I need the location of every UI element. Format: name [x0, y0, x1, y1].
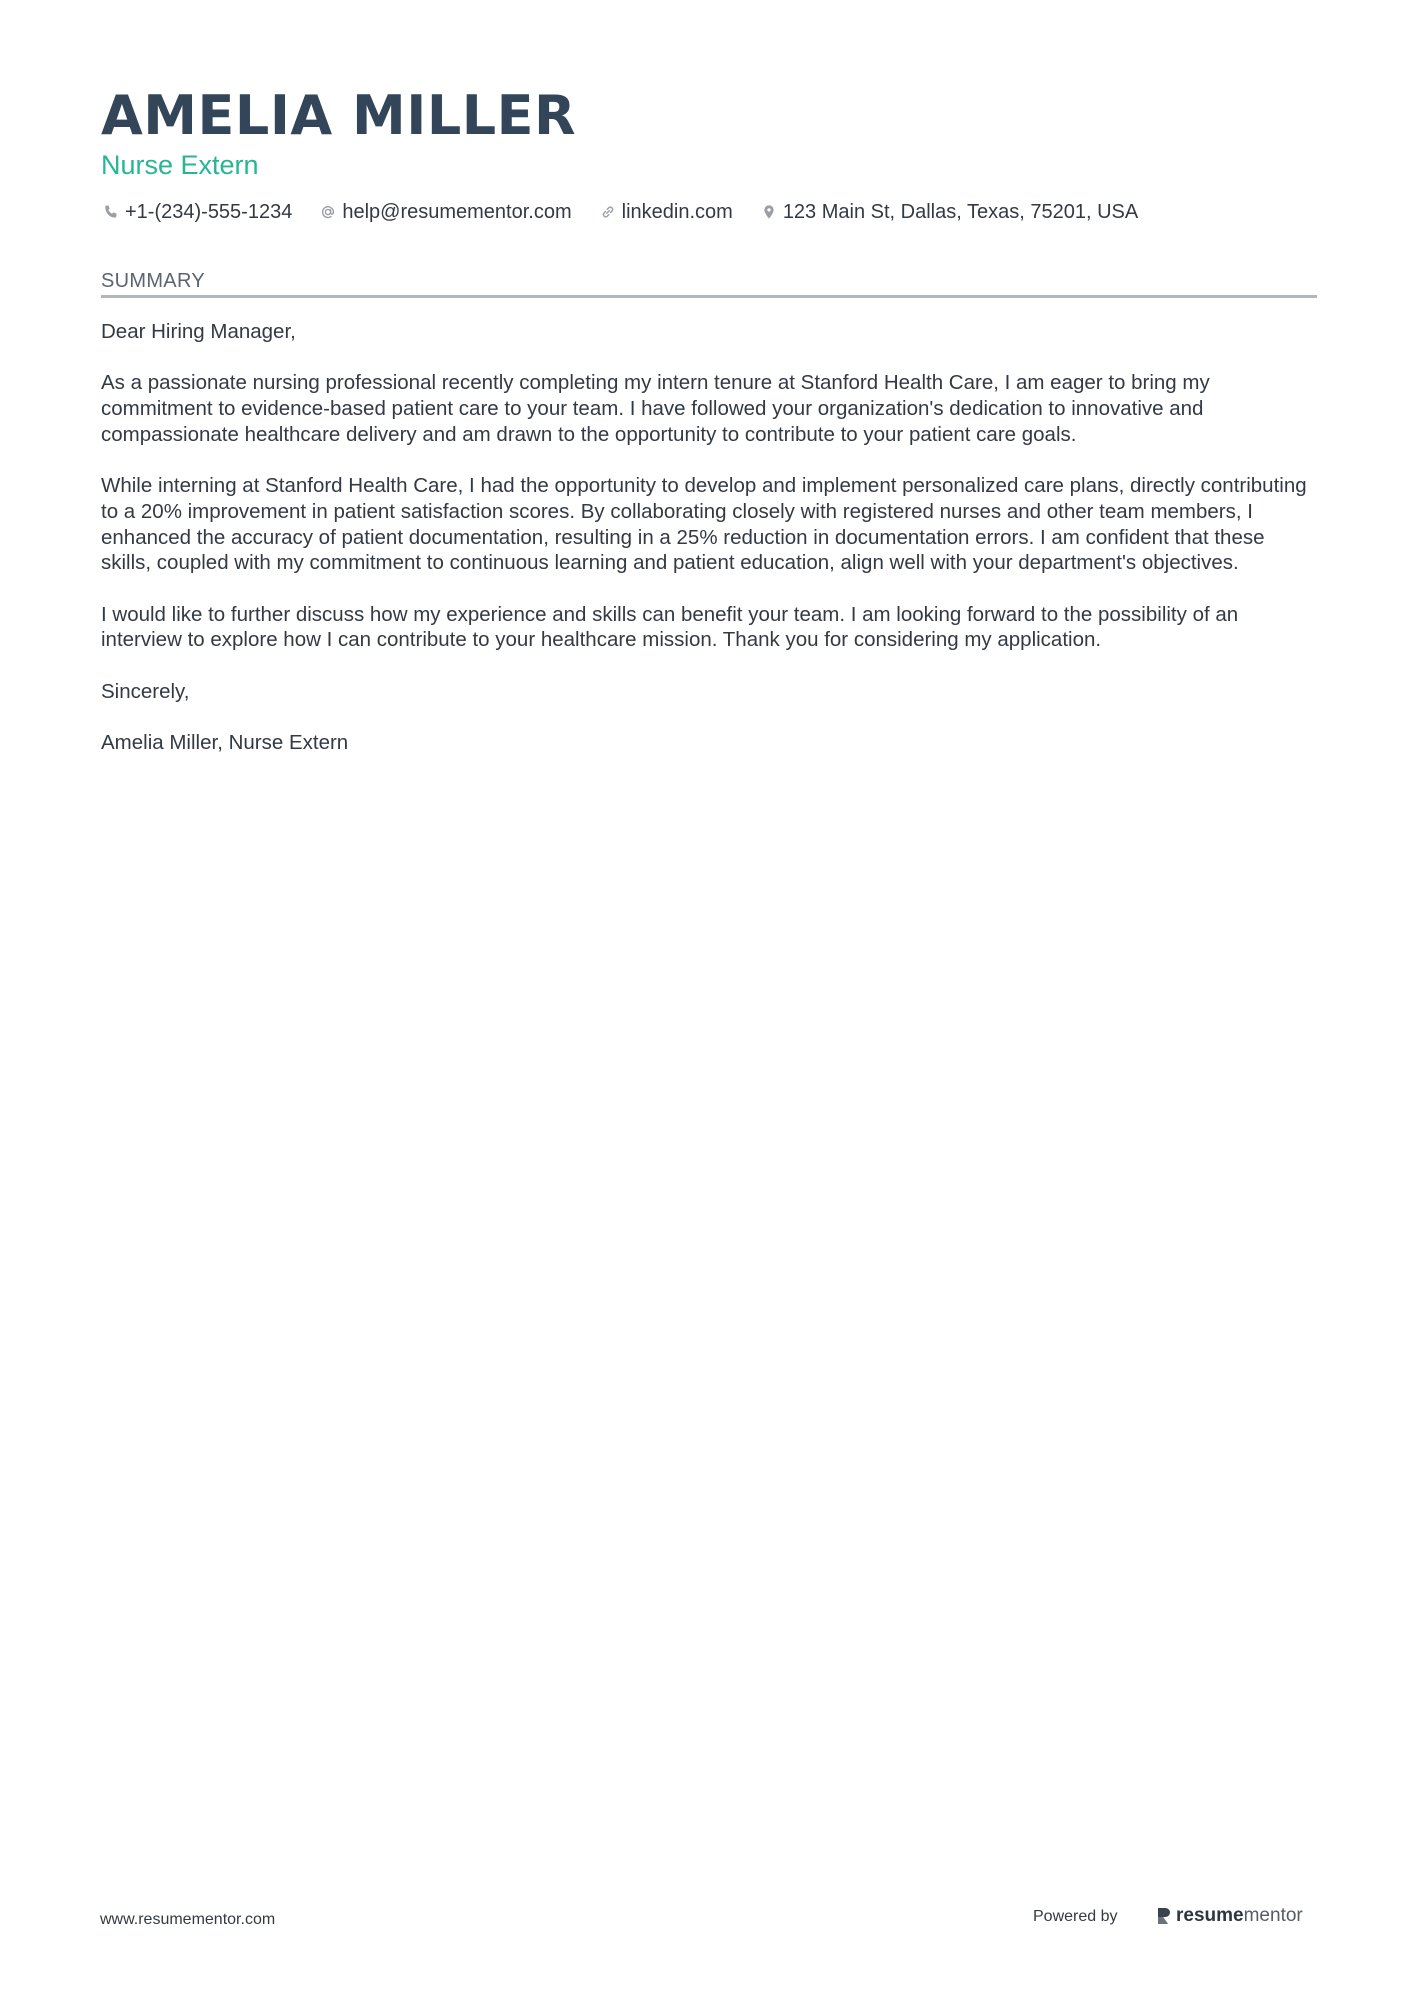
job-title: Nurse Extern — [101, 150, 259, 180]
resumementor-logo-icon — [1156, 1906, 1172, 1926]
contact-bar — [101, 196, 1164, 228]
phone-text: +1-(234)-555-1234 — [125, 200, 293, 223]
powered-by-label: Powered by — [1033, 1908, 1118, 1925]
resumementor-logo[interactable] — [1156, 1903, 1303, 1929]
letter-body — [101, 319, 1317, 782]
footer-website-link[interactable]: www.resumementor.com — [100, 1911, 276, 1928]
phone-icon — [101, 202, 121, 222]
link-icon — [598, 202, 618, 222]
brand-name-strong: resume — [1176, 1905, 1244, 1926]
applicant-name: AMELIA MILLER — [101, 84, 577, 147]
brand-name-light: mentor — [1243, 1905, 1303, 1926]
letter-paragraph: I would like to further discuss how my experience and skills can benefit your team. I am looking forward to the possibility of an interview to explore how I can contribute to your healthcare mission. Thank you for considering my application. — [101, 602, 1239, 652]
contact-email[interactable] — [318, 201, 571, 224]
section-heading-summary: SUMMARY — [101, 270, 205, 292]
address-text: 123 Main St, Dallas, Texas, 75201, USA — [782, 200, 1139, 223]
contact-phone — [101, 201, 292, 224]
contact-linkedin[interactable] — [598, 201, 733, 224]
section-divider — [101, 295, 1317, 298]
salutation: Dear Hiring Manager, — [101, 320, 296, 343]
letter-paragraph: While interning at Stanford Health Care, I had the opportunity to develop and implement personalized care plans, directly contributing to a 20% improvement in patient satisfaction scores. By collaborating closely with registered nurses and other team members, I enhanced the accuracy of patient documentation, resulting in a 25% reduction in documentation errors. I am confident that these skills, coupled with my commitment to continuous learning and patient education, align well with your department's objectives. — [101, 474, 1307, 575]
at-icon — [318, 202, 338, 222]
signature-line: Amelia Miller, Nurse Extern — [101, 731, 349, 755]
letter-paragraph: As a passionate nursing professional recently completing my intern tenure at Stanford Health Care, I am eager to bring my commitment to evidence-based patient care to your team. I have followed your organization's dedication to innovative and compassionate healthcare delivery and am drawn to the opportunity to contribute to your patient care goals. — [101, 371, 1210, 446]
linkedin-text: linkedin.com — [621, 200, 733, 223]
email-text: help@resumementor.com — [342, 200, 572, 223]
closing: Sincerely, — [101, 679, 190, 703]
contact-address — [759, 201, 1138, 224]
location-pin-icon — [759, 202, 779, 222]
